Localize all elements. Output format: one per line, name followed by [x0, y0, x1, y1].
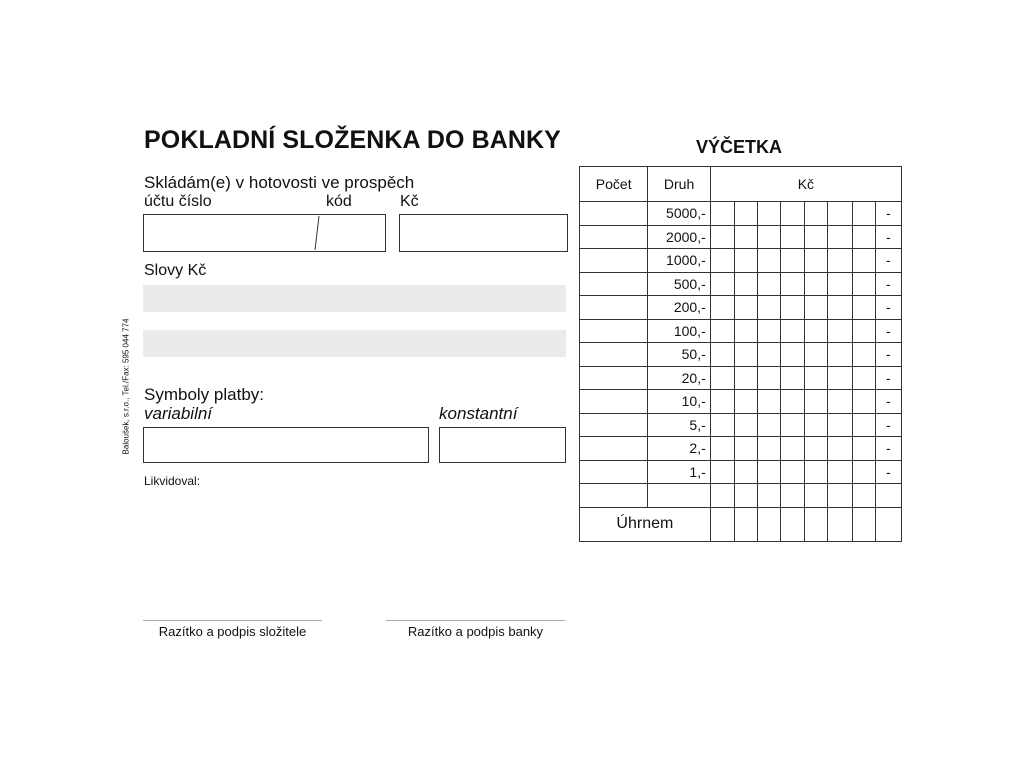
- total-row: [580, 507, 902, 541]
- account-label: účtu číslo: [144, 193, 212, 210]
- amount-digit-cell[interactable]: [805, 413, 828, 437]
- amount-digit-cell[interactable]: [734, 413, 757, 437]
- header-type: Druh: [648, 167, 710, 202]
- haler-dash-cell[interactable]: -: [875, 437, 901, 461]
- header-count: Počet: [580, 167, 648, 202]
- denomination-cell: 500,-: [648, 272, 710, 296]
- amount-digit-cell[interactable]: [852, 413, 875, 437]
- vycetka-title: VÝČETKA: [696, 137, 783, 157]
- denomination-cell: 10,-: [648, 390, 710, 414]
- amount-digit-cell[interactable]: [852, 366, 875, 390]
- amount-digit-cell[interactable]: [734, 296, 757, 320]
- amount-digit-cell[interactable]: [710, 343, 734, 367]
- amount-digit-cell[interactable]: [734, 484, 757, 508]
- amount-digit-cell[interactable]: [805, 202, 828, 226]
- amount-digit-cell[interactable]: [710, 460, 734, 484]
- denomination-row: [580, 437, 902, 461]
- denomination-row: [580, 390, 902, 414]
- deposit-line: Skládám(e) v hotovosti ve prospěch: [144, 173, 415, 192]
- amount-digit-cell[interactable]: [781, 366, 805, 390]
- amount-digit-cell[interactable]: [852, 319, 875, 343]
- denomination-cell: 5000,-: [648, 202, 710, 226]
- bank-signature-label: Razítko a podpis banky: [407, 624, 544, 639]
- header-amount: Kč: [710, 167, 901, 202]
- amount-digit-cell[interactable]: [805, 366, 828, 390]
- amount-digit-cell[interactable]: [710, 272, 734, 296]
- amount-digit-cell[interactable]: [781, 319, 805, 343]
- total-digit-cell[interactable]: [852, 507, 875, 541]
- denomination-cell: 20,-: [648, 366, 710, 390]
- count-cell[interactable]: [580, 225, 648, 249]
- amount-digit-cell[interactable]: [734, 319, 757, 343]
- haler-dash-cell[interactable]: -: [875, 272, 901, 296]
- haler-dash-cell[interactable]: -: [875, 249, 901, 273]
- amount-digit-cell[interactable]: [758, 390, 781, 414]
- denomination-cell: 200,-: [648, 296, 710, 320]
- amount-digit-cell[interactable]: [734, 390, 757, 414]
- words-field-line-2[interactable]: [143, 330, 566, 357]
- count-cell[interactable]: [580, 366, 648, 390]
- amount-digit-cell[interactable]: [710, 437, 734, 461]
- amount-digit-cell[interactable]: [805, 249, 828, 273]
- processed-by-label: Likvidoval:: [144, 474, 201, 488]
- blank-row: [580, 484, 902, 508]
- code-label: kód: [326, 193, 352, 210]
- amount-digit-cell[interactable]: [805, 484, 828, 508]
- symbols-label: Symboly platby:: [144, 385, 264, 404]
- constant-symbol-field[interactable]: [439, 427, 566, 463]
- vycetka-table: [579, 166, 902, 542]
- amount-digit-cell[interactable]: [734, 272, 757, 296]
- vycetka-header-row: [580, 167, 902, 202]
- amount-digit-cell[interactable]: [781, 202, 805, 226]
- amount-field[interactable]: [399, 214, 568, 252]
- amount-digit-cell[interactable]: [805, 272, 828, 296]
- amount-digit-cell[interactable]: [734, 366, 757, 390]
- amount-digit-cell[interactable]: [710, 484, 734, 508]
- denomination-row: [580, 319, 902, 343]
- denomination-cell: 100,-: [648, 319, 710, 343]
- amount-digit-cell[interactable]: [781, 460, 805, 484]
- total-label: Úhrnem: [580, 507, 711, 541]
- amount-digit-cell[interactable]: [828, 366, 852, 390]
- amount-digit-cell[interactable]: [828, 413, 852, 437]
- count-cell[interactable]: [580, 296, 648, 320]
- amount-digit-cell[interactable]: [828, 437, 852, 461]
- amount-digit-cell[interactable]: [828, 460, 852, 484]
- total-digit-cell[interactable]: [875, 507, 901, 541]
- amount-digit-cell[interactable]: [852, 390, 875, 414]
- amount-digit-cell[interactable]: [781, 413, 805, 437]
- amount-digit-cell[interactable]: [828, 225, 852, 249]
- count-cell[interactable]: [580, 202, 648, 226]
- denomination-row: [580, 202, 902, 226]
- haler-dash-cell[interactable]: -: [875, 366, 901, 390]
- amount-digit-cell[interactable]: [852, 202, 875, 226]
- denomination-cell: 5,-: [648, 413, 710, 437]
- amount-digit-cell[interactable]: [758, 343, 781, 367]
- amount-digit-cell[interactable]: [805, 460, 828, 484]
- count-cell[interactable]: [580, 484, 648, 508]
- amount-digit-cell[interactable]: [734, 437, 757, 461]
- amount-label: Kč: [400, 193, 419, 210]
- amount-digit-cell[interactable]: [758, 272, 781, 296]
- amount-digit-cell[interactable]: [734, 249, 757, 273]
- denomination-cell: 1000,-: [648, 249, 710, 273]
- amount-digit-cell[interactable]: [781, 437, 805, 461]
- total-digit-cell[interactable]: [805, 507, 828, 541]
- amount-digit-cell[interactable]: [734, 460, 757, 484]
- code-divider: [144, 215, 385, 251]
- account-number-field[interactable]: [143, 214, 386, 252]
- denomination-row: [580, 413, 902, 437]
- amount-digit-cell[interactable]: [710, 225, 734, 249]
- denomination-row: [580, 296, 902, 320]
- amount-digit-cell[interactable]: [852, 437, 875, 461]
- amount-digit-cell[interactable]: [852, 460, 875, 484]
- amount-digit-cell[interactable]: [852, 484, 875, 508]
- words-label: Slovy Kč: [144, 262, 207, 279]
- amount-digit-cell[interactable]: [734, 202, 757, 226]
- amount-digit-cell[interactable]: [828, 249, 852, 273]
- amount-digit-cell[interactable]: [828, 484, 852, 508]
- haler-dash-cell[interactable]: -: [875, 319, 901, 343]
- amount-digit-cell[interactable]: [758, 249, 781, 273]
- denomination-cell: 50,-: [648, 343, 710, 367]
- count-cell[interactable]: [580, 460, 648, 484]
- amount-digit-cell[interactable]: [852, 296, 875, 320]
- count-cell[interactable]: [580, 390, 648, 414]
- publisher-note: Baloušek, s.r.o., Tel./Fax: 595 044 774: [121, 318, 131, 455]
- amount-digit-cell[interactable]: [781, 296, 805, 320]
- amount-digit-cell[interactable]: [710, 296, 734, 320]
- denomination-row: [580, 460, 902, 484]
- amount-digit-cell[interactable]: [758, 366, 781, 390]
- denomination-row: [580, 343, 902, 367]
- total-digit-cell[interactable]: [781, 507, 805, 541]
- amount-digit-cell[interactable]: [805, 343, 828, 367]
- amount-digit-cell[interactable]: [710, 390, 734, 414]
- denomination-row: [580, 249, 902, 273]
- amount-digit-cell[interactable]: [781, 272, 805, 296]
- denomination-row: [580, 272, 902, 296]
- amount-digit-cell[interactable]: [805, 225, 828, 249]
- amount-digit-cell[interactable]: [710, 319, 734, 343]
- total-digit-cell[interactable]: [710, 507, 734, 541]
- amount-digit-cell[interactable]: [710, 413, 734, 437]
- amount-digit-cell[interactable]: [828, 272, 852, 296]
- count-cell[interactable]: [580, 413, 648, 437]
- count-cell[interactable]: [580, 319, 648, 343]
- amount-digit-cell[interactable]: [828, 390, 852, 414]
- denomination-cell: 2000,-: [648, 225, 710, 249]
- amount-digit-cell[interactable]: [758, 296, 781, 320]
- amount-digit-cell[interactable]: [805, 390, 828, 414]
- amount-digit-cell[interactable]: [781, 343, 805, 367]
- denomination-cell: [648, 484, 710, 508]
- amount-digit-cell[interactable]: [828, 296, 852, 320]
- amount-digit-cell[interactable]: [758, 460, 781, 484]
- amount-digit-cell[interactable]: [758, 319, 781, 343]
- variable-symbol-label: variabilní: [144, 404, 213, 423]
- amount-digit-cell[interactable]: [781, 390, 805, 414]
- count-cell[interactable]: [580, 343, 648, 367]
- depositor-signature-line: [143, 620, 322, 621]
- amount-digit-cell[interactable]: [805, 319, 828, 343]
- amount-digit-cell[interactable]: [710, 366, 734, 390]
- denomination-row: [580, 225, 902, 249]
- amount-digit-cell[interactable]: [734, 343, 757, 367]
- haler-dash-cell[interactable]: -: [875, 202, 901, 226]
- bank-signature-line: [386, 620, 565, 621]
- depositor-signature-label: Razítko a podpis složitele: [158, 624, 307, 639]
- amount-digit-cell[interactable]: [805, 437, 828, 461]
- haler-dash-cell[interactable]: -: [875, 296, 901, 320]
- total-digit-cell[interactable]: [828, 507, 852, 541]
- count-cell[interactable]: [580, 249, 648, 273]
- count-cell[interactable]: [580, 272, 648, 296]
- denomination-cell: 1,-: [648, 460, 710, 484]
- amount-digit-cell[interactable]: [781, 249, 805, 273]
- form-title: POKLADNÍ SLOŽENKA DO BANKY: [144, 126, 561, 154]
- haler-dash-cell[interactable]: -: [875, 343, 901, 367]
- amount-digit-cell[interactable]: [710, 249, 734, 273]
- amount-digit-cell[interactable]: [828, 202, 852, 226]
- constant-symbol-label: konstantní: [439, 404, 518, 423]
- total-digit-cell[interactable]: [734, 507, 757, 541]
- haler-dash-cell[interactable]: -: [875, 225, 901, 249]
- amount-digit-cell[interactable]: [710, 202, 734, 226]
- amount-digit-cell[interactable]: [828, 343, 852, 367]
- amount-digit-cell[interactable]: [758, 484, 781, 508]
- amount-digit-cell[interactable]: [781, 484, 805, 508]
- amount-digit-cell[interactable]: [758, 202, 781, 226]
- amount-digit-cell[interactable]: [758, 225, 781, 249]
- amount-digit-cell[interactable]: [758, 437, 781, 461]
- amount-digit-cell[interactable]: [852, 272, 875, 296]
- amount-digit-cell[interactable]: [875, 484, 901, 508]
- amount-digit-cell[interactable]: [828, 319, 852, 343]
- variable-symbol-field[interactable]: [143, 427, 429, 463]
- haler-dash-cell[interactable]: -: [875, 460, 901, 484]
- denomination-row: [580, 366, 902, 390]
- words-field-line-1[interactable]: [143, 285, 566, 312]
- haler-dash-cell[interactable]: -: [875, 413, 901, 437]
- haler-dash-cell[interactable]: -: [875, 390, 901, 414]
- amount-digit-cell[interactable]: [758, 413, 781, 437]
- total-digit-cell[interactable]: [758, 507, 781, 541]
- amount-digit-cell[interactable]: [852, 343, 875, 367]
- amount-digit-cell[interactable]: [781, 225, 805, 249]
- amount-digit-cell[interactable]: [805, 296, 828, 320]
- amount-digit-cell[interactable]: [734, 225, 757, 249]
- count-cell[interactable]: [580, 437, 648, 461]
- amount-digit-cell[interactable]: [852, 249, 875, 273]
- denomination-cell: 2,-: [648, 437, 710, 461]
- amount-digit-cell[interactable]: [852, 225, 875, 249]
